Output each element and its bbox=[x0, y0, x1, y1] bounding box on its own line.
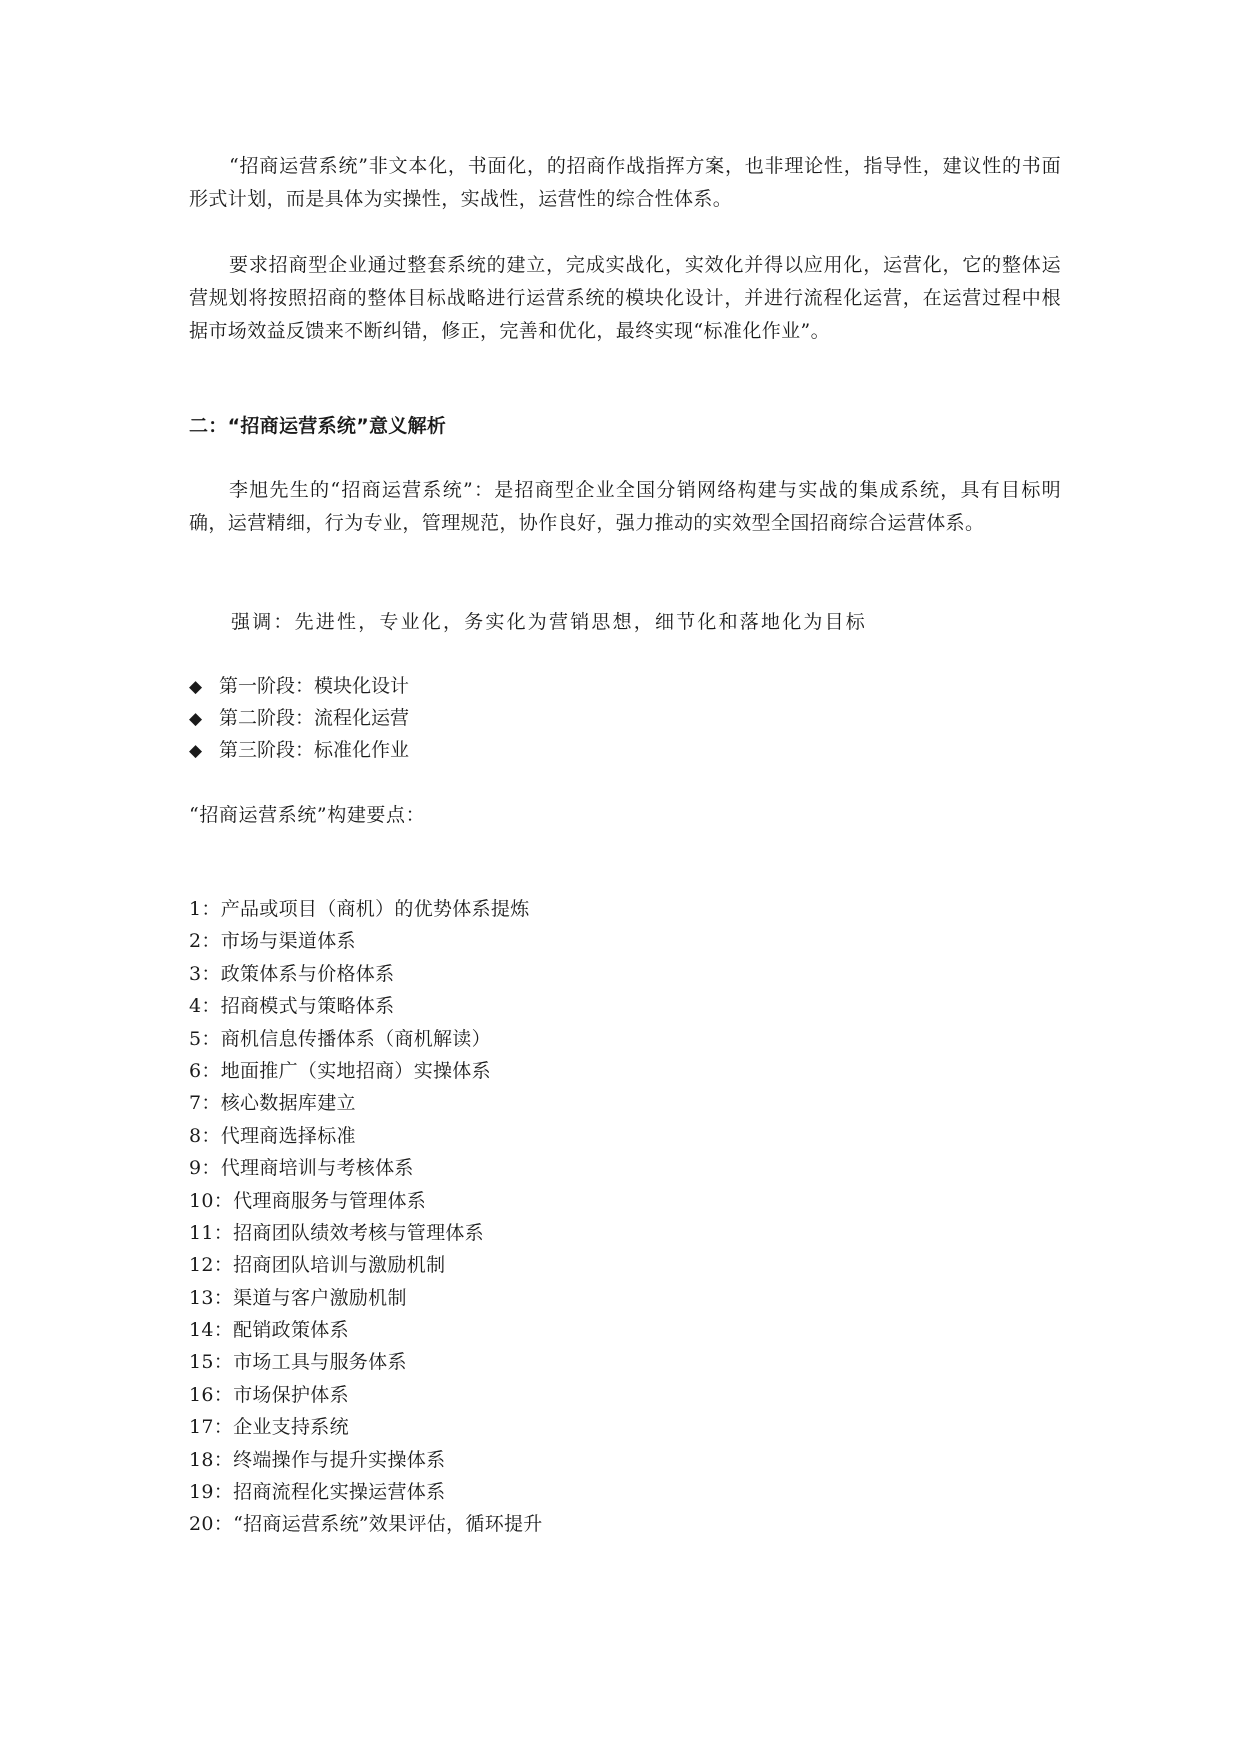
list-item: 16：市场保护体系 bbox=[189, 1383, 349, 1406]
phase-item bbox=[189, 734, 409, 766]
list-item: 17：企业支持系统 bbox=[189, 1416, 349, 1439]
phase-text: 第二阶段：流程化运营 bbox=[219, 707, 410, 729]
list-item: 6：地面推广（实地招商）实操体系 bbox=[189, 1059, 491, 1082]
list-item: 12：招商团队培训与激励机制 bbox=[189, 1254, 446, 1277]
diamond-bullet-icon: ◆ bbox=[189, 709, 203, 729]
phase-text: 第三阶段：标准化作业 bbox=[219, 739, 410, 761]
phase-item bbox=[189, 702, 409, 734]
emphasis-line: 强调：先进性，专业化，务实化为营销思想，细节化和落地化为目标 bbox=[231, 611, 868, 633]
phase-item bbox=[189, 670, 409, 702]
list-item: 11：招商团队绩效考核与管理体系 bbox=[189, 1221, 484, 1244]
list-item: 14：配销政策体系 bbox=[189, 1319, 349, 1342]
list-item: 5：商机信息传播体系（商机解读） bbox=[189, 1027, 491, 1050]
list-item: 10：代理商服务与管理体系 bbox=[189, 1189, 427, 1212]
section-heading: 二：“招商运营系统”意义解析 bbox=[189, 415, 447, 437]
diamond-bullet-icon: ◆ bbox=[189, 677, 203, 697]
list-item: 13：渠道与客户激励机制 bbox=[189, 1286, 407, 1309]
phase-list bbox=[189, 670, 409, 766]
list-item: 20：“招商运营系统”效果评估，循环提升 bbox=[189, 1513, 543, 1536]
list-item: 1：产品或项目（商机）的优势体系提炼 bbox=[189, 898, 530, 920]
list-item: 9：代理商培训与考核体系 bbox=[189, 1157, 414, 1180]
list-item: 15：市场工具与服务体系 bbox=[189, 1351, 407, 1374]
list-item: 18：终端操作与提升实操体系 bbox=[189, 1448, 446, 1471]
paragraph-definition: 李旭先生的“招商运营系统”：是招商型企业全国分销网络构建与实战的集成系统，具有目标明确，运营精细，行为专业，管理规范，协作良好，强力推动的实效型全国招商综合运营体系。 bbox=[189, 479, 1061, 534]
list-item: 7：核心数据库建立 bbox=[189, 1092, 356, 1115]
points-title: “招商运营系统”构建要点： bbox=[189, 804, 426, 826]
list-item: 2：市场与渠道体系 bbox=[189, 930, 356, 953]
phase-text: 第一阶段：模块化设计 bbox=[219, 675, 410, 697]
list-item: 19：招商流程化实操运营体系 bbox=[189, 1481, 446, 1504]
list-item: 4：招商模式与策略体系 bbox=[189, 995, 395, 1018]
paragraph-requirements: 要求招商型企业通过整套系统的建立，完成实战化，实效化并得以应用化，运营化，它的整体运营规划将按照招商的整体目标战略进行运营系统的模块化设计，并进行流程化运营，在运营过程中根据市场效益反馈来不断纠错，修正，完善和优化，最终实现“标准化作业”。 bbox=[189, 254, 1061, 342]
list-item: 8：代理商选择标准 bbox=[189, 1124, 356, 1147]
key-points-list bbox=[189, 893, 543, 1541]
diamond-bullet-icon: ◆ bbox=[189, 741, 203, 761]
list-item: 3：政策体系与价格体系 bbox=[189, 962, 395, 985]
paragraph-intro: “招商运营系统”非文本化，书面化，的招商作战指挥方案，也非理论性，指导性，建议性的书面形式计划，而是具体为实操性，实战性，运营性的综合性体系。 bbox=[189, 155, 1061, 210]
